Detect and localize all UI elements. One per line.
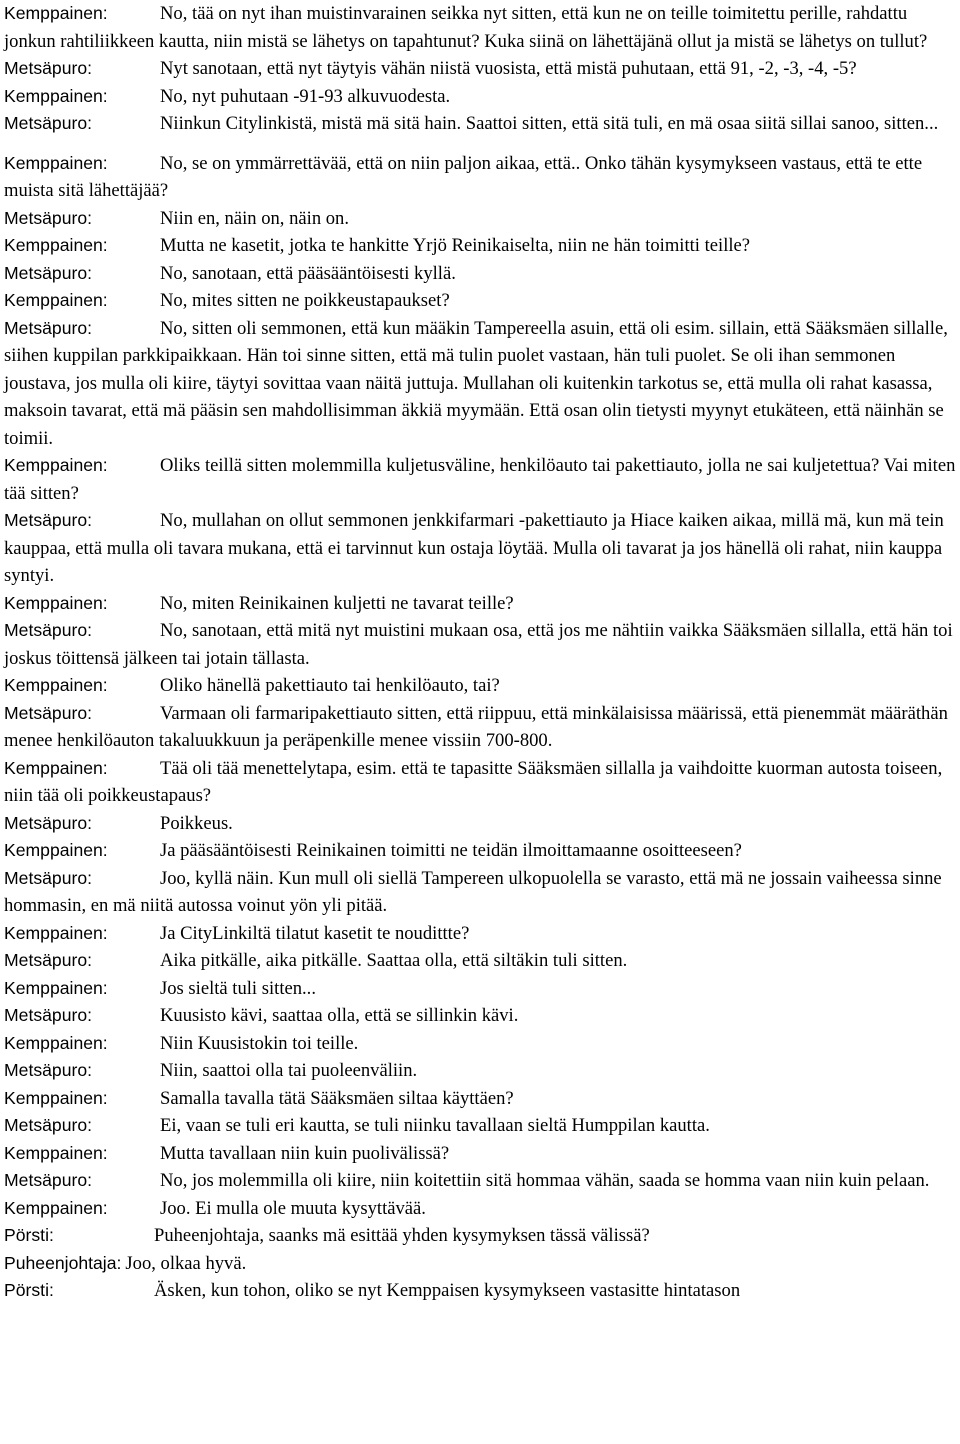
transcript-turn [4,315,956,453]
utterance-text: Tää oli tää menettelytapa, esim. että te tapasitte Sääksmäen sillalla ja vaihdoitte kuorman autosta toiseen, niin tää oli poikkeustapaus? [4,757,943,806]
speaker-label: Metsäpuro: [4,1170,93,1190]
transcript [4,0,956,1305]
utterance-text: Samalla tavalla tätä Sääksmäen siltaa käyttäen? [160,1087,514,1109]
transcript-turn [4,1140,956,1168]
transcript-turn [4,1167,956,1195]
utterance-text: No, tää on nyt ihan muistinvarainen seikka nyt sitten, että kun ne on teille toimitettu perille, rahdattu jonkun rahtiliikkeen kautta, niin mistä se lähetys on tapahtunut? Kuka siinä on lähettäjänä ollut ja mistä se lähetys on tullut? [4,3,928,52]
transcript-turn [4,975,956,1003]
speaker-label: Pörsti: [4,1225,54,1245]
transcript-turn [4,1002,956,1030]
transcript-turn [4,672,956,700]
speaker-label: Kemppainen: [4,757,108,778]
utterance-text: No, se on ymmärrettävää, että on niin paljon aikaa, että.. Onko tähän kysymykseen vastaus, että te ette muista sitä lähettäjää? [4,152,923,201]
speaker-label: Metsäpuro: [4,317,93,338]
speaker-label: Metsäpuro: [4,207,93,228]
speaker-label: Metsäpuro: [4,620,93,640]
transcript-turn [4,617,956,672]
utterance-text: Niin Kuusistokin toi teille. [160,1032,359,1054]
transcript-turn [4,1057,956,1085]
speaker-label: Kemppainen: [4,1087,108,1108]
speaker-label: Kemppainen: [4,3,108,23]
transcript-turn [4,947,956,975]
transcript-turn [4,260,956,288]
speaker-label: Metsäpuro: [4,113,93,133]
utterance-text: No, jos molemmilla oli kiire, niin koitettiin sitä hommaa vähän, saada se homma vaan niin kuin pelaan. [160,1170,930,1191]
speaker-label: Metsäpuro: [4,867,93,888]
transcript-turn [4,865,956,920]
speaker-label: Kemppainen: [4,1032,108,1053]
utterance-text: Mutta ne kasetit, jotka te hankitte Yrjö Reinikaiselta, niin ne hän toimitti teille? [160,235,751,256]
speaker-label: Metsäpuro: [4,950,93,970]
transcript-turn [4,810,956,838]
utterance-text: Ja CityLinkiltä tilatut kasetit te noudittte? [160,922,470,944]
transcript-turn [4,700,956,755]
utterance-text: Aika pitkälle, aika pitkälle. Saattaa olla, että siltäkin tuli sitten. [160,950,628,971]
transcript-turn [4,83,956,111]
utterance-text: Niin en, näin on, näin on. [160,207,350,229]
utterance-text: Joo, olkaa hyvä. [125,1252,247,1274]
transcript-turn [4,150,956,205]
speaker-label: Kemppainen: [4,85,108,106]
utterance-text: No, sanotaan, että pääsääntöisesti kyllä. [160,262,456,284]
transcript-turn [4,1112,956,1140]
utterance-text: Mutta tavallaan niin kuin puolivälissä? [160,1142,450,1164]
speaker-label: Metsäpuro: [4,1005,93,1025]
utterance-text: No, sanotaan, että mitä nyt muistini mukaan osa, että jos me nähtiin vaikka Sääksmäen sillalla, että hän toi joskus töittensä jälkeen tai jotain tällasta. [4,620,953,669]
speaker-label: Metsäpuro: [4,262,93,283]
transcript-turn [4,452,956,507]
speaker-label: Kemppainen: [4,1197,108,1218]
speaker-label: Metsäpuro: [4,1115,93,1135]
transcript-turn [4,287,956,315]
transcript-turn [4,110,956,138]
speaker-label: Kemppainen: [4,152,108,173]
utterance-text: Poikkeus. [160,812,233,834]
transcript-turn [4,1030,956,1058]
transcript-turn [4,755,956,810]
speaker-label: Kemppainen: [4,235,108,255]
transcript-turn [4,1250,956,1278]
utterance-text: Niin, saattoi olla tai puoleenväliin. [160,1060,418,1081]
speaker-label: Kemppainen: [4,455,108,475]
speaker-label: Puheenjohtaja: [4,1252,122,1273]
utterance-text: Joo, kyllä näin. Kun mull oli siellä Tampereen ulkopuolella se varasto, että mä ne jossain vaiheessa sinne hommasin, en mä niitä autossa voinut yön yli pitää. [4,867,942,916]
transcript-turn [4,920,956,948]
utterance-text: Niinkun Citylinkistä, mistä mä sitä hain. Saattoi sitten, että sitä tuli, en mä osaa siitä sillai sanoo, sitten... [160,113,939,134]
speaker-label: Kemppainen: [4,675,108,695]
transcript-turn [4,590,956,618]
speaker-label: Metsäpuro: [4,812,93,833]
utterance-text: Ja pääsääntöisesti Reinikainen toimitti ne teidän ilmoittamaanne osoitteeseen? [160,840,742,861]
speaker-label: Kemppainen: [4,290,108,310]
speaker-label: Metsäpuro: [4,58,93,78]
transcript-turn [4,837,956,865]
transcript-turn [4,232,956,260]
speaker-label: Kemppainen: [4,922,108,943]
utterance-text: Kuusisto kävi, saattaa olla, että se sillinkin kävi. [160,1005,519,1026]
utterance-text: Oliko hänellä pakettiauto tai henkilöauto, tai? [160,675,500,696]
speaker-label: Pörsti: [4,1280,54,1300]
transcript-turn [4,1195,956,1223]
transcript-turn [4,0,956,55]
speaker-label: Kemppainen: [4,1142,108,1163]
speaker-label: Metsäpuro: [4,1060,93,1080]
utterance-text: Puheenjohtaja, saanks mä esittää yhden kysymyksen tässä välissä? [154,1225,650,1246]
speaker-label: Kemppainen: [4,840,108,860]
utterance-text: Varmaan oli farmaripakettiauto sitten, että riippuu, että minkälaisissa määrissä, että pienemmät määräthän menee henkilöauton takaluukkuun ja peräpenkille menee vissiin 700-800. [4,702,948,751]
utterance-text: Äsken, kun tohon, oliko se nyt Kemppaisen kysymykseen vastasitte hintatason [154,1280,741,1301]
utterance-text: No, miten Reinikainen kuljetti ne tavarat teille? [160,592,514,614]
utterance-text: Joo. Ei mulla ole muuta kysyttävää. [160,1197,426,1219]
utterance-text: Jos sieltä tuli sitten... [160,977,316,999]
utterance-text: Nyt sanotaan, että nyt täytyis vähän niistä vuosista, että mistä puhutaan, että 91, -2, -3, -4, -5? [160,58,857,79]
utterance-text: No, mullahan on ollut semmonen jenkkifarmari -pakettiauto ja Hiace kaiken aikaa, millä mä, kun mä tein kauppaa, että mulla oli tavara mukana, että ei tarvinnut kun ostaja löytää. Mulla oli tavarat ja jos hänellä oli rahat, niin kauppa syntyi. [4,510,944,586]
speaker-label: Kemppainen: [4,977,108,998]
speaker-label: Metsäpuro: [4,510,93,530]
transcript-turn [4,1222,956,1250]
utterance-text: No, mites sitten ne poikkeustapaukset? [160,290,450,311]
transcript-turn [4,1085,956,1113]
speaker-label: Metsäpuro: [4,702,93,723]
transcript-turn [4,55,956,83]
utterance-text: Oliks teillä sitten molemmilla kuljetusväline, henkilöauto tai pakettiauto, jolla ne sai kuljetettua? Vai miten tää sitten? [4,455,956,504]
utterance-text: No, sitten oli semmonen, että kun määkin Tampereella asuin, että oli esim. sillain, että Sääksmäen sillalle, siihen kuppilan parkkipaikkaan. Hän toi sinne sitten, että mä tulin puolet vastaan, hän tuli puolet. Se oli ihan semmonen joustava, jos mulla oli kiire, täytyi sovittaa vaan näitä juttuja. Mullahan oli kuitenkin tarkotus se, että mulla oli rahat kasassa, maksoin tavarat, että mä pääsin sen mahdollisimman äkkiä myymään. Että osan olin tietysti myynyt etukäteen, että näinhän se toimii. [4,317,948,449]
transcript-turn [4,507,956,590]
speaker-label: Kemppainen: [4,592,108,613]
utterance-text: Ei, vaan se tuli eri kautta, se tuli niinku tavallaan sieltä Humppilan kautta. [160,1115,710,1136]
transcript-turn [4,205,956,233]
utterance-text: No, nyt puhutaan -91-93 alkuvuodesta. [160,85,451,107]
transcript-turn [4,1277,956,1305]
